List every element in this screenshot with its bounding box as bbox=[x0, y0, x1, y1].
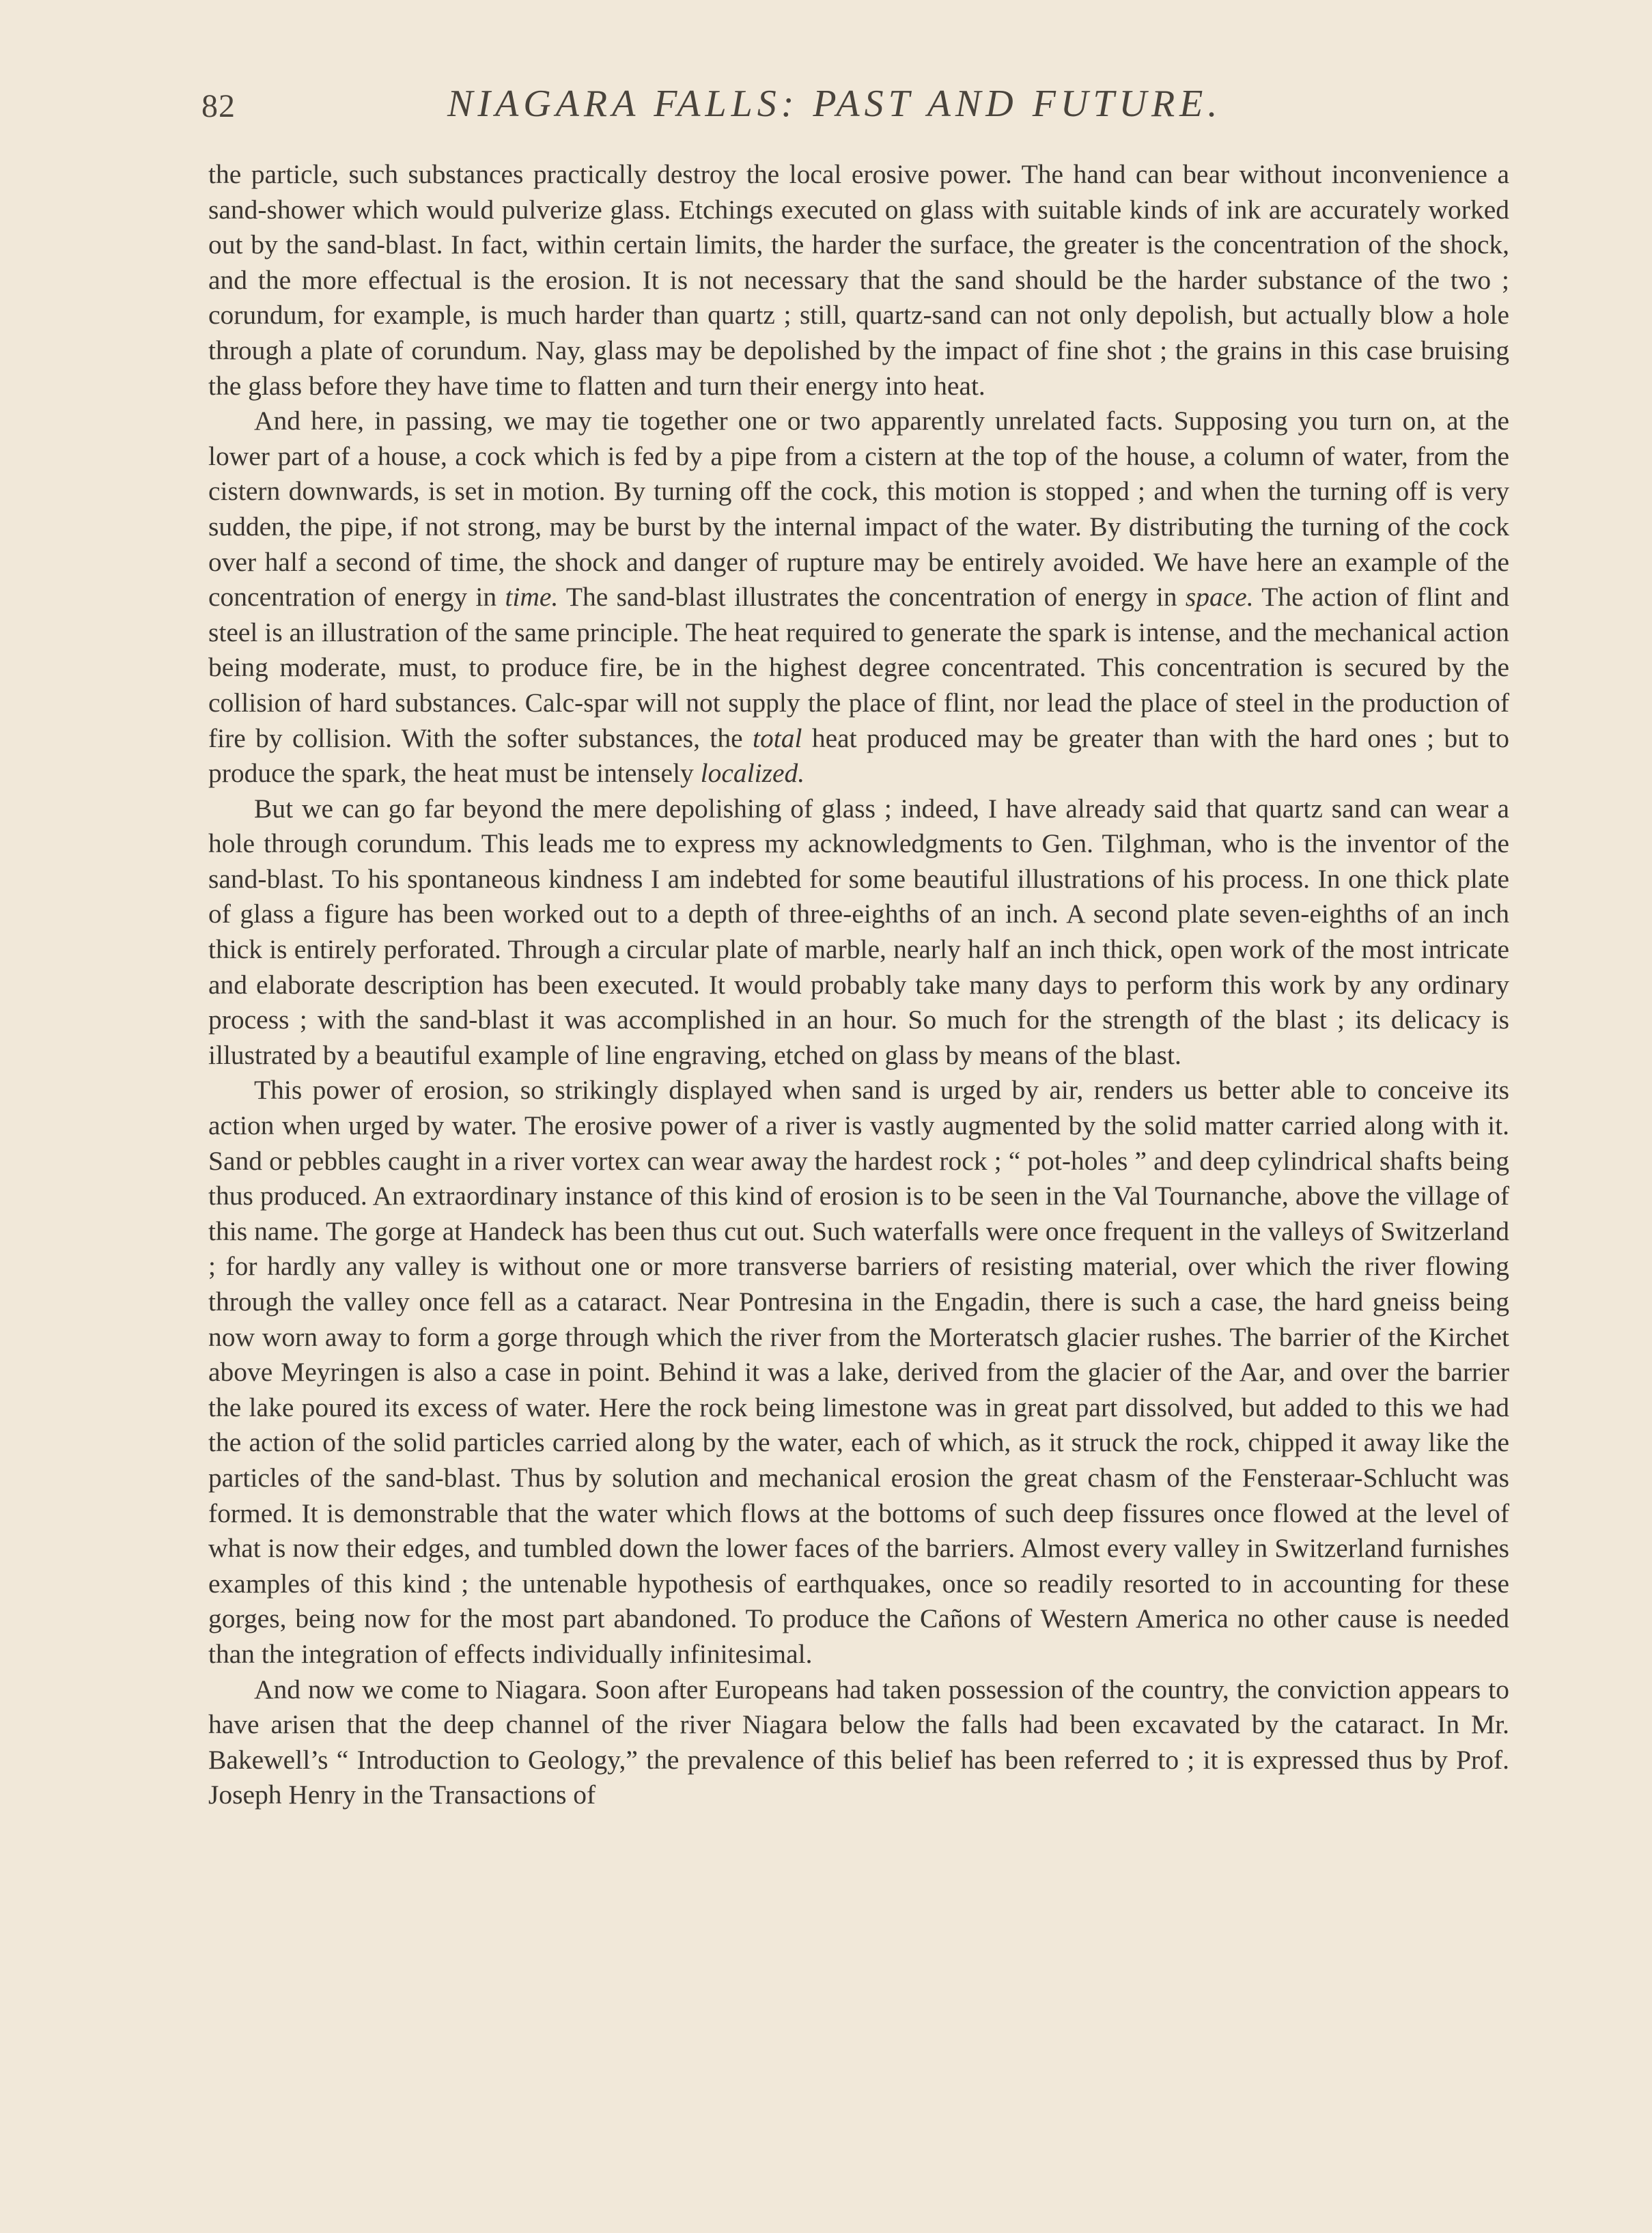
paragraph-text: And now we come to Niagara. Soon after Europeans had taken possession of the country, the conviction appears to have arisen that the deep channel of the river Niagara below the falls had been excavated by the cataract. In Mr. Bakewell’s “ Introduction to Geology,” the prevalence of this belief has been referred to ; it is expressed thus by Prof. Joseph Henry in the Transactions of bbox=[208, 1674, 1509, 1810]
page-number: 82 bbox=[201, 88, 236, 124]
paragraph-text: This power of erosion, so strikingly displayed when sand is urged by air, renders us better able to conceive its action when urged by water. The erosive power of a river is vastly augmented by the solid matter carried along with it. Sand or pebbles caught in a river vortex can wear away the hardest rock ; “ pot-holes ” and deep cylindrical shafts being thus produced. An extraordinary instance of this kind of erosion is to be seen in the Val Tournanche, above the village of this name. The gorge at Handeck has been thus cut out. Such waterfalls were once frequent in the valleys of Switzerland ; for hardly any valley is without one or more transverse barriers of resisting material, over which the river flowing through the valley once fell as a cataract. Near Pontresina in the Engadin, there is such a case, the hard gneiss being now worn away to form a gorge through which the river from the Morteratsch glacier rushes. The barrier of the Kirchet above Meyringen is also a case in point. Behind it was a lake, derived from the glacier of the Aar, and over the barrier the lake poured its excess of water. Here the rock being limestone was in great part dissolved, but added to this we had the action of the solid particles carried along by the water, each of which, as it struck the rock, chipped it away like the particles of the sand-blast. Thus by solution and mechanical erosion the great chasm of the Fensteraar-Schlucht was formed. It is demonstrable that the water which flows at the bottoms of such deep fissures once flowed at the level of what is now their edges, and tumbled down the lower faces of the barriers. Almost every valley in Switzerland furnishes examples of this kind ; the untenable hypothesis of earthquakes, once so readily resorted to in accounting for these gorges, being now for the most part abandoned. To produce the Cañons of Western America no other cause is needed than the integration of effects individually infinitesimal. bbox=[208, 1075, 1509, 1669]
paragraph-2 bbox=[208, 404, 1509, 791]
paragraph-5 bbox=[208, 1672, 1509, 1813]
paragraph-4 bbox=[208, 1073, 1509, 1672]
page-header bbox=[201, 82, 1509, 137]
paragraph-3 bbox=[208, 791, 1509, 1073]
emphasis-space: space. bbox=[1185, 582, 1254, 613]
paragraph-text: the particle, such substances practically destroy the local erosive power. The hand can bear without inconvenience a sand-shower which would pulverize glass. Etchings executed on glass with suitable kinds of ink are accurately worked out by the sand-blast. In fact, within certain limits, the harder the surface, the greater is the concentration of the shock, and the more effectual is the erosion. It is not necessary that the sand should be the harder substance of the two ; corundum, for example, is much harder than quartz ; still, quartz-sand can not only depolish, but actually blow a hole through a plate of corundum. Nay, glass may be depolished by the impact of fine shot ; the grains in this case bruising the glass before they have time to flatten and turn their energy into heat. bbox=[208, 159, 1509, 401]
emphasis-localized: localized. bbox=[700, 758, 805, 789]
paragraph-1 bbox=[208, 157, 1509, 404]
paragraph-text: heat produced may be greater than with the hard ones ; but to produce the spark, the heat must be intensely bbox=[208, 722, 1509, 789]
emphasis-time: time. bbox=[505, 582, 559, 613]
body-text bbox=[208, 157, 1509, 1813]
paragraph-text: The sand-blast illustrates the concentration of energy in bbox=[558, 582, 1186, 613]
running-title: NIAGARA FALLS: PAST AND FUTURE. bbox=[447, 83, 1222, 125]
paragraph-text: But we can go far beyond the mere depolishing of glass ; indeed, I have already said that quartz sand can wear a hole through corundum. This leads me to express my acknowledgments to Gen. Tilghman, who is the inventor of the sand-blast. To his spontaneous kindness I am indebted for some beautiful illustrations of his process. In one thick plate of glass a figure has been worked out to a depth of three-eighths of an inch. A second plate seven-eighths of an inch thick is entirely perforated. Through a circular plate of marble, nearly half an inch thick, open work of the most intricate and elaborate description has been executed. It would probably take many days to perform this work by any ordinary process ; with the sand-blast it was accomplished in an hour. So much for the strength of the blast ; its delicacy is illustrated by a beautiful example of line engraving, etched on glass by means of the blast. bbox=[208, 793, 1509, 1070]
paragraph-text: And here, in passing, we may tie together one or two apparently unrelated facts. Supposing you turn on, at the lower part of a house, a cock which is fed by a pipe from a cistern at the top of the house, a column of water, from the cistern downwards, is set in motion. By turning off the cock, this motion is stopped ; and when the turning off is very sudden, the pipe, if not strong, may be burst by the internal impact of the water. By distributing the turning of the cock over half a second of time, the shock and danger of rupture may be entirely avoided. We have here an example of the concentration of energy in bbox=[208, 406, 1509, 613]
emphasis-total: total bbox=[753, 722, 802, 753]
paragraph-text: The action of flint and steel is an illustration of the same principle. The heat required to generate the spark is intense, and the mechanical action being moderate, must, to produce fire, be in the highest degree concentrated. This concentration is secured by the collision of hard substances. Calc-spar will not supply the place of flint, nor lead the place of steel in the production of fire by collision. With the softer substances, the bbox=[208, 582, 1509, 753]
